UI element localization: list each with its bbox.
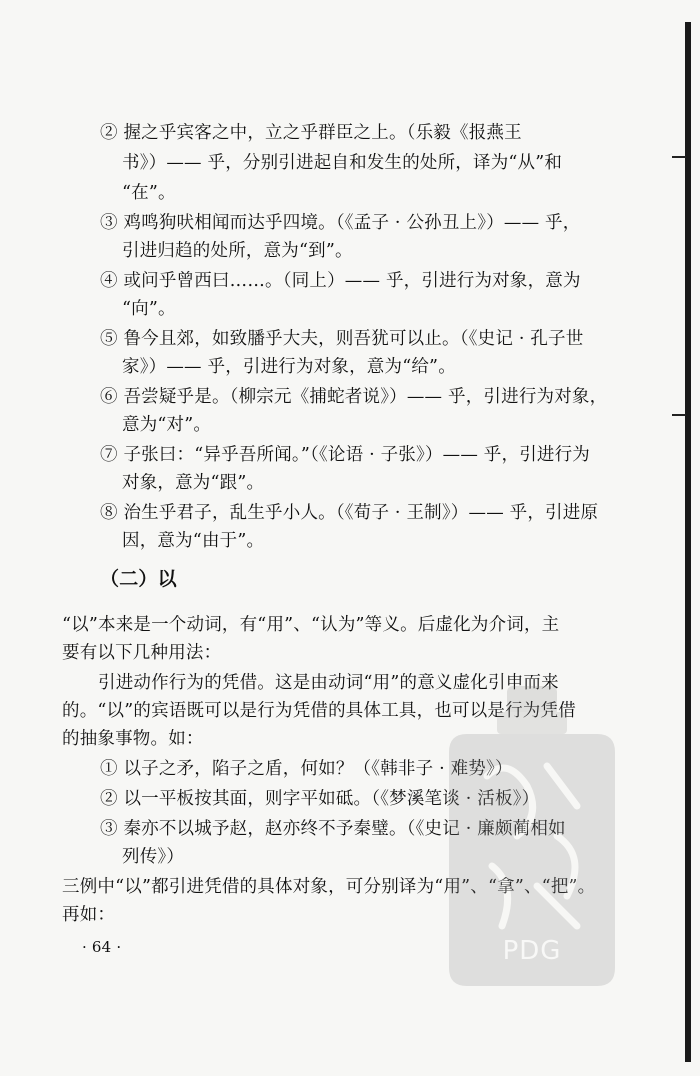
example-5-line-2: 家》）—— 乎，引进行为对象，意为“给”。 <box>122 357 456 377</box>
example-7-line-1: ⑦ 子张曰：“异乎吾所闻。”（《论语 · 子张》）—— 乎，引进行为 <box>100 445 591 465</box>
yi-example-3-line-1: ③ 秦亦不以城予赵，赵亦终不予秦璧。（《史记 · 廉颇蔺相如 <box>100 819 566 839</box>
watermark-text: PDG <box>502 936 562 966</box>
example-6-line-2: 意为“对”。 <box>122 415 212 435</box>
example-2-line-1: ② 握之乎宾客之中，立之乎群臣之上。（乐毅《报燕王 <box>100 123 522 143</box>
example-3-line-2: 引进归趋的处所，意为“到”。 <box>122 241 353 261</box>
conclusion-line-1: 三例中“以”都引进凭借的具体对象，可分别译为“用”、“拿”、“把”。 <box>62 877 596 897</box>
example-2-line-2: 书》）—— 乎，分别引进起自和发生的处所，译为“从”和 <box>122 153 563 173</box>
page-number: · 64 · <box>82 938 122 956</box>
example-2-line-3: “在”。 <box>122 183 176 203</box>
conclusion-line-2: 再如： <box>62 905 116 925</box>
example-8-line-2: 因，意为“由于”。 <box>122 531 265 551</box>
example-4-line-1: ④ 或问乎曾西曰……。（同上）—— 乎，引进行为对象，意为 <box>100 271 581 291</box>
yi-example-3-line-2: 列传》） <box>122 847 185 867</box>
paragraph-1-line-2: 要有以下几种用法： <box>62 643 222 663</box>
yi-example-1: ① 以子之矛，陷子之盾，何如？（《韩非子 · 难势》） <box>100 759 513 779</box>
page-edge-bar <box>685 22 691 1062</box>
paragraph-2-line-1: 引进动作行为的凭借。这是由动词“用”的意义虚化引申而来 <box>98 673 559 693</box>
example-8-line-1: ⑧ 治生乎君子，乱生乎小人。（《荀子 · 王制》）—— 乎，引进原 <box>100 503 599 523</box>
example-3-line-1: ③ 鸡鸣狗吠相闻而达乎四境。（《孟子 · 公孙丑上》）—— 乎， <box>100 213 581 233</box>
paragraph-1-line-1: “以”本来是一个动词，有“用”、“认为”等义。后虚化为介词，主 <box>62 615 560 635</box>
section-heading: （二）以 <box>100 568 177 590</box>
example-5-line-1: ⑤ 鲁今且郊，如致膰乎大夫，则吾犹可以止。（《史记 · 孔子世 <box>100 329 584 349</box>
example-4-line-2: “向”。 <box>122 299 176 319</box>
edge-tick <box>672 156 686 158</box>
paragraph-2-line-2: 的。“以”的宾语既可以是行为凭借的具体工具，也可以是行为凭借 <box>62 701 576 721</box>
example-7-line-2: 对象，意为“跟”。 <box>122 473 265 493</box>
edge-tick <box>672 414 686 416</box>
paragraph-2-line-3: 的抽象事物。如： <box>62 729 204 749</box>
yi-example-2: ② 以一平板按其面，则字平如砥。（《梦溪笔谈 · 活板》） <box>100 789 540 809</box>
example-6-line-1: ⑥ 吾尝疑乎是。（柳宗元《捕蛇者说》）—— 乎，引进行为对象， <box>100 387 608 407</box>
